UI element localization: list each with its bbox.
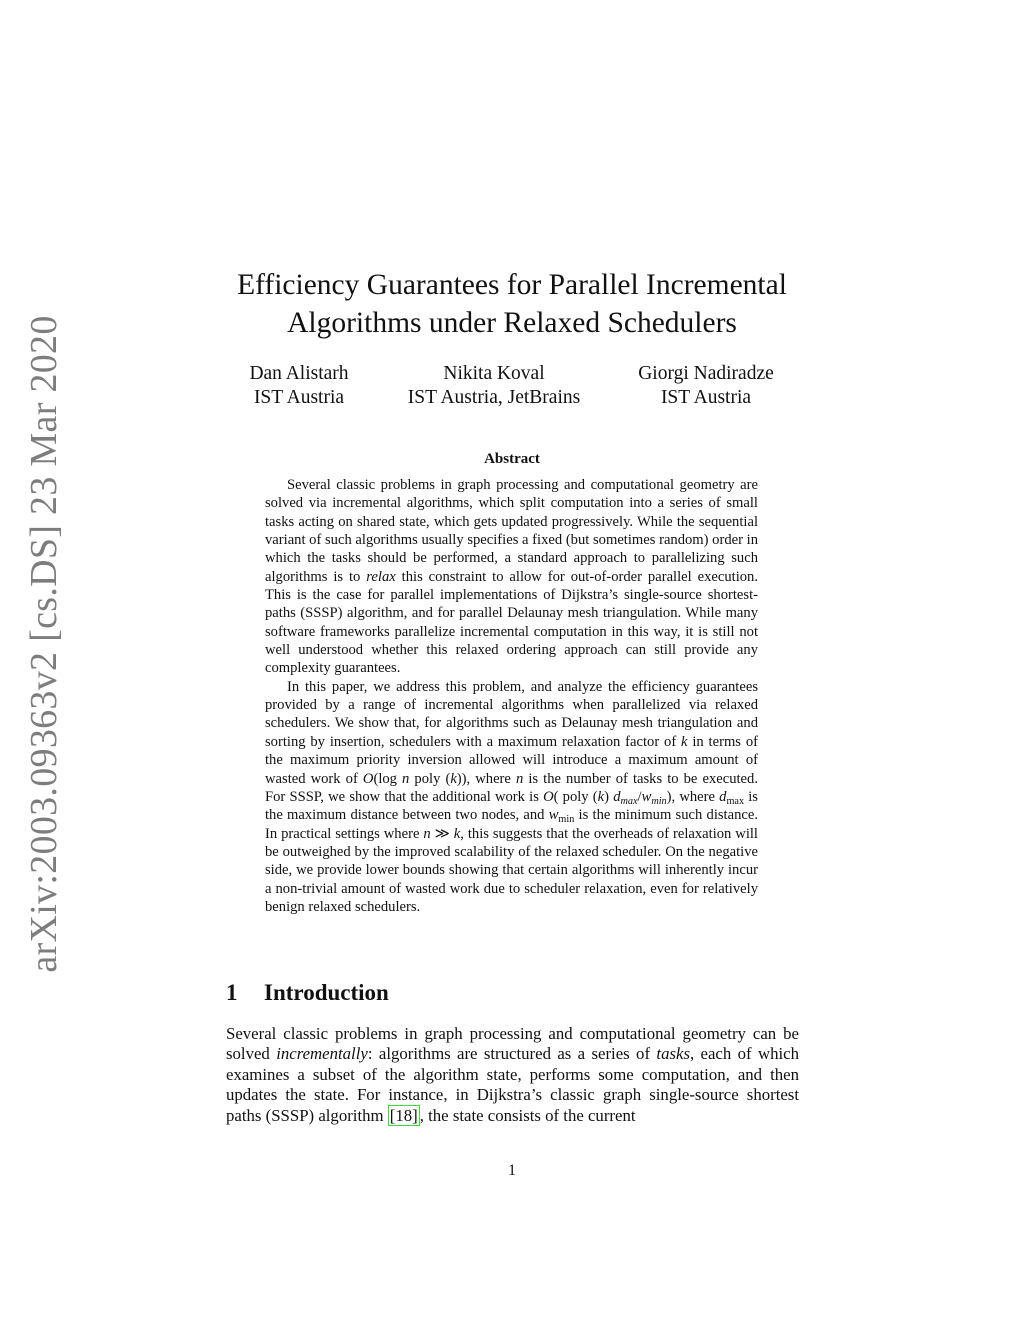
abstract-body (265, 476, 758, 916)
citation-link[interactable]: [18] (389, 1105, 418, 1125)
math-subscript: min (651, 795, 667, 807)
math-variable: w (548, 807, 559, 824)
math-text: poly ( (409, 770, 451, 787)
abstract-paragraph-2 (265, 678, 758, 916)
abstract-text: )), where (456, 770, 516, 787)
abstract-text: is the number of tasks to be executed. For SSSP, we show that the additional work is (265, 770, 758, 805)
math-variable: n (402, 770, 410, 787)
abstract-text: in terms of the maximum priority inversion allowed will introduce a maximum amount of wasted work of (265, 733, 758, 787)
intro-text: , the state consists of the current (419, 1105, 636, 1125)
math-variable: w (641, 788, 652, 805)
math-variable: O (543, 788, 554, 805)
abstract-text: is the minimum such distance. In practical settings where (265, 807, 758, 842)
author-block-2 (384, 362, 604, 410)
math-text: (log (373, 770, 403, 787)
arxiv-identifier-text: arXiv:2003.09363v2 [cs.DS] 23 Mar 2020 (23, 315, 65, 973)
math-variable: n (423, 825, 431, 842)
section-number: 1 (226, 980, 238, 1005)
arxiv-identifier-stamp (0, 0, 100, 1325)
math-variable: k (453, 825, 461, 842)
abstract-text: In this paper, we address this problem, and analyze the efficiency guarantees provided by a range of incremental algorithms when parallelized via relaxed schedulers. We show that, for algorithms such as Delaunay mesh triangulation and sorting by insertion, schedulers with a maximum relaxation factor of (265, 678, 758, 750)
abstract-paragraph-1 (265, 476, 758, 678)
introduction-body (226, 1024, 799, 1126)
author-block-3 (622, 362, 790, 410)
intro-emphasis-tasks: tasks (656, 1044, 690, 1064)
math-variable: d (719, 788, 727, 805)
math-text: ) (604, 788, 614, 805)
author-block-1 (229, 362, 369, 410)
author-name: Giorgi Nadiradze (638, 363, 774, 384)
math-subscript: min (558, 814, 575, 826)
paper-title (180, 266, 844, 342)
paper-title-line-2: Algorithms under Relaxed Schedulers (287, 307, 737, 339)
section-title-text: Introduction (264, 980, 389, 1005)
abstract-text: , this suggests that the overheads of relaxation will be outweighed by the improved scalability of the relaxed scheduler. On the negative side, we provide lower bounds showing that certain algorithms will inherently incur a non-trivial amount of wasted work due to scheduler relaxation, even for relatively benign relaxed schedulers. (265, 825, 758, 915)
math-subscript: max (620, 795, 638, 807)
math-text: ≫ (430, 825, 454, 842)
abstract-text: Several classic problems in graph processing and computational geometry are solved via incremental algorithms, which split computation into a series of small tasks acting on shared state, which gets updated progressively. While the sequential variant of such algorithms usually specifies a fixed (but sometimes random) order in which the tasks should be performed, a standard approach to parallelizing such algorithms is to (265, 477, 758, 585)
page-number: 1 (508, 1162, 516, 1179)
author-affiliation: IST Austria (253, 387, 345, 408)
introduction-paragraph (226, 1024, 799, 1126)
section-heading-introduction (226, 980, 389, 1006)
math-variable: k (597, 788, 605, 805)
abstract-text: this constraint to allow for out-of-order parallel execution. This is the case for parallel implementations of Dijkstra’s single-source shortest-paths (SSSP) algorithm, and for parallel Delaunay mesh triangulation. While many software frameworks parallelize incremental computation in this way, it is still not well understood whether this relaxed ordering approach can still provide any complexity guarantees. (265, 568, 758, 677)
author-affiliation: IST Austria, JetBrains (407, 387, 581, 408)
math-variable: k (450, 770, 457, 787)
math-text: / (637, 788, 642, 805)
math-variable: k (681, 733, 688, 750)
intro-text: Several classic problems in graph processing and computational geometry can be solved (226, 1024, 799, 1064)
abstract-emphasis-relax: relax (366, 568, 396, 585)
author-name: Dan Alistarh (249, 363, 349, 384)
math-text: ( poly ( (553, 788, 598, 805)
math-variable: n (515, 770, 524, 787)
math-variable: O (362, 770, 374, 787)
intro-emphasis-incrementally: incrementally (276, 1044, 368, 1064)
author-name: Nikita Koval (443, 363, 545, 384)
abstract-text: ), where (666, 788, 720, 805)
intro-text: , each of which examines a subset of the algorithm state, performs some computation, and then updates the state. For instance, in Dijkstra’s classic graph single-source shortest paths (SSSP) algorithm (226, 1044, 799, 1125)
paper-title-line-1: Efficiency Guarantees for Parallel Incremental (237, 269, 787, 301)
abstract-text: is the maximum distance between two nodes, and (265, 788, 758, 824)
author-affiliation: IST Austria (660, 387, 752, 408)
intro-text: : algorithms are structured as a series of (367, 1044, 657, 1064)
math-subscript: max (726, 795, 745, 807)
abstract-heading: Abstract (484, 451, 540, 467)
math-variable: d (613, 788, 621, 805)
